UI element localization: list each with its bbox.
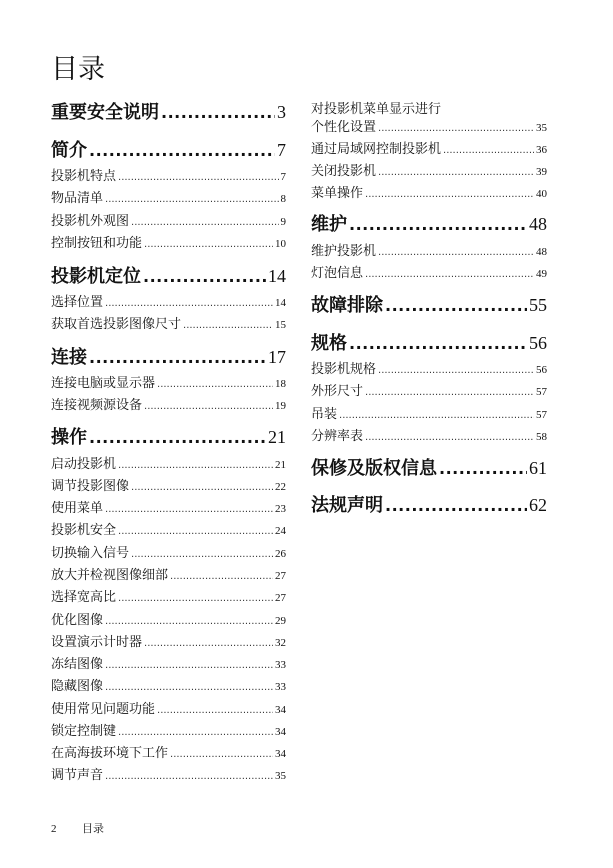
toc-entry-title: 使用菜单 <box>51 501 104 516</box>
dot-leader <box>105 616 273 627</box>
toc-entry[interactable] <box>311 182 547 201</box>
toc-entry-page: 8 <box>280 193 286 205</box>
dot-leader <box>118 460 273 471</box>
toc-entry-title: 法规声明 <box>311 495 383 516</box>
dot-leader <box>118 593 273 604</box>
dot-leader <box>365 189 534 200</box>
page-title: 目录 <box>51 54 105 85</box>
dot-leader <box>365 432 534 443</box>
toc-entry[interactable] <box>51 542 286 561</box>
toc-entry-title: 简介 <box>51 140 87 161</box>
toc-entry-title: 维护投影机 <box>311 244 377 259</box>
dot-leader <box>183 320 273 331</box>
toc-entry-title: 个性化设置 <box>311 120 377 135</box>
dot-leader <box>143 267 266 286</box>
toc-entry-page: 39 <box>536 166 547 178</box>
toc-entry[interactable] <box>51 675 286 694</box>
toc-entry-title: 维护 <box>311 214 347 235</box>
dot-leader <box>131 549 273 560</box>
toc-entry-page: 34 <box>275 726 286 738</box>
toc-entry-title: 规格 <box>311 333 347 354</box>
toc-entry-page: 33 <box>275 681 286 693</box>
toc-section-heading[interactable] <box>311 454 547 480</box>
toc-entry-title: 分辨率表 <box>311 429 364 444</box>
toc-entry-title: 连接 <box>51 347 87 368</box>
dot-leader <box>170 571 273 582</box>
toc-entry[interactable] <box>311 358 547 377</box>
toc-entry-page: 10 <box>275 238 286 250</box>
toc-entry[interactable] <box>51 720 286 739</box>
toc-entry-page: 56 <box>529 333 547 353</box>
dot-leader <box>378 365 534 376</box>
toc-section-heading[interactable] <box>311 291 547 317</box>
toc-entry[interactable] <box>51 609 286 628</box>
toc-entry-title: 设置演示计时器 <box>51 635 143 650</box>
toc-section-heading[interactable] <box>51 423 286 449</box>
toc-entry-title: 选择宽高比 <box>51 590 117 605</box>
toc-entry-title: 启动投影机 <box>51 457 117 472</box>
toc-entry-page: 58 <box>536 431 547 443</box>
toc-entry[interactable] <box>51 564 286 583</box>
toc-entry[interactable] <box>51 187 286 206</box>
toc-entry-page: 18 <box>275 378 286 390</box>
dot-leader <box>170 749 273 760</box>
toc-entry-page: 17 <box>268 347 286 367</box>
dot-leader <box>89 428 266 447</box>
toc-entry[interactable] <box>51 586 286 605</box>
toc-entry-title: 隐藏图像 <box>51 679 104 694</box>
toc-entry[interactable] <box>51 210 286 229</box>
dot-leader <box>89 348 266 367</box>
toc-entry-page: 7 <box>277 140 286 160</box>
toc-section-heading[interactable] <box>311 329 547 355</box>
toc-entry-title: 调节声音 <box>51 768 104 783</box>
toc-entry-page: 35 <box>275 770 286 782</box>
toc-entry-page: 29 <box>275 615 286 627</box>
toc-entry-title: 选择位置 <box>51 295 104 310</box>
dot-leader <box>131 217 278 228</box>
toc-entry-title: 获取首选投影图像尺寸 <box>51 317 182 332</box>
toc-entry-title: 投影机规格 <box>311 362 377 377</box>
dot-leader <box>105 771 273 782</box>
toc-entry-title: 控制按钮和功能 <box>51 236 143 251</box>
toc-entry[interactable] <box>311 160 547 179</box>
toc-entry[interactable] <box>51 519 286 538</box>
toc-entry[interactable] <box>51 631 286 650</box>
toc-entry-title: 锁定控制键 <box>51 724 117 739</box>
toc-entry-page: 57 <box>536 409 547 421</box>
toc-entry-title: 优化图像 <box>51 613 104 628</box>
dot-leader <box>118 172 278 183</box>
toc-entry-title: 调节投影图像 <box>51 479 130 494</box>
toc-entry[interactable] <box>51 742 286 761</box>
toc-entry-title: 重要安全说明 <box>51 102 159 123</box>
toc-entry-page: 7 <box>280 171 286 183</box>
toc-entry-title: 菜单操作 <box>311 186 364 201</box>
toc-entry-page: 40 <box>536 188 547 200</box>
toc-entry-page: 14 <box>275 297 286 309</box>
toc-entry-page: 26 <box>275 548 286 560</box>
toc-entry[interactable] <box>311 240 547 259</box>
toc-entry-title: 连接视频源设备 <box>51 398 143 413</box>
dot-leader <box>349 334 527 353</box>
dot-leader <box>118 727 273 738</box>
dot-leader <box>105 682 273 693</box>
toc-entry[interactable] <box>51 764 286 783</box>
toc-entry-page: 23 <box>275 503 286 515</box>
toc-entry-page: 22 <box>275 481 286 493</box>
toc-entry-page: 3 <box>277 102 286 122</box>
toc-entry-title: 冻结图像 <box>51 657 104 672</box>
toc-entry-page: 34 <box>275 748 286 760</box>
dot-leader <box>131 482 273 493</box>
toc-entry[interactable] <box>311 403 547 422</box>
toc-entry[interactable] <box>51 653 286 672</box>
dot-leader <box>89 141 275 160</box>
toc-entry[interactable] <box>51 372 286 391</box>
dot-leader <box>118 526 273 537</box>
toc-entry-title: 灯泡信息 <box>311 266 364 281</box>
toc-section-heading[interactable] <box>51 98 286 124</box>
dot-leader <box>378 123 534 134</box>
toc-entry-page: 27 <box>275 570 286 582</box>
footer-page-number: 2 <box>51 823 57 835</box>
toc-entry-page: 36 <box>536 144 547 156</box>
toc-entry-page: 24 <box>275 525 286 537</box>
footer-label: 目录 <box>82 822 104 835</box>
toc-entry[interactable] <box>51 475 286 494</box>
toc-entry-title: 关闭投影机 <box>311 164 377 179</box>
toc-entry[interactable] <box>51 497 286 516</box>
toc-entry[interactable] <box>311 380 547 399</box>
dot-leader <box>365 387 534 398</box>
toc-entry[interactable] <box>51 698 286 717</box>
toc-entry-page: 57 <box>536 386 547 398</box>
toc-entry-title: 故障排除 <box>311 295 383 316</box>
toc-entry-page: 55 <box>529 295 547 315</box>
toc-entry-page: 62 <box>529 495 547 515</box>
toc-entry-page: 56 <box>536 364 547 376</box>
dot-leader <box>378 247 534 258</box>
toc-entry-title-line1: 对投影机菜单显示进行 <box>311 102 442 117</box>
toc-entry-title: 在高海拔环境下工作 <box>51 746 169 761</box>
dot-leader <box>144 401 273 412</box>
toc-entry-page: 49 <box>536 268 547 280</box>
toc-entry[interactable] <box>51 232 286 251</box>
dot-leader <box>157 705 273 716</box>
toc-entry[interactable] <box>311 262 547 281</box>
toc-section-heading[interactable] <box>51 136 286 162</box>
toc-entry-title: 物品清单 <box>51 191 104 206</box>
toc-entry-title: 投影机定位 <box>51 266 141 287</box>
toc-entry-title: 吊装 <box>311 407 338 422</box>
toc-entry-page: 15 <box>275 319 286 331</box>
toc-entry-page: 9 <box>280 216 286 228</box>
dot-leader <box>161 103 275 122</box>
toc-entry-title: 投影机外观图 <box>51 214 130 229</box>
toc-entry-title: 切换输入信号 <box>51 546 130 561</box>
dot-leader <box>105 660 273 671</box>
dot-leader <box>349 215 527 234</box>
toc-entry-page: 48 <box>536 246 547 258</box>
toc-entry-title: 保修及版权信息 <box>311 458 437 479</box>
toc-entry-page: 32 <box>275 637 286 649</box>
dot-leader <box>378 167 534 178</box>
toc-entry-title: 外形尺寸 <box>311 384 364 399</box>
toc-entry[interactable] <box>51 394 286 413</box>
toc-entry[interactable] <box>51 313 286 332</box>
page-footer <box>51 820 104 836</box>
toc-entry-title: 连接电脑或显示器 <box>51 376 156 391</box>
toc-entry-page: 21 <box>275 459 286 471</box>
dot-leader <box>439 459 527 478</box>
toc-entry-page: 48 <box>529 214 547 234</box>
toc-entry-page: 27 <box>275 592 286 604</box>
toc-entry[interactable] <box>311 138 547 157</box>
toc-entry-title: 使用常见问题功能 <box>51 702 156 717</box>
toc-entry-page: 33 <box>275 659 286 671</box>
dot-leader <box>144 239 273 250</box>
toc-entry-title: 通过局域网控制投影机 <box>311 142 442 157</box>
dot-leader <box>385 496 527 515</box>
dot-leader <box>443 145 534 156</box>
toc-entry-page: 21 <box>268 427 286 447</box>
toc-section-heading[interactable] <box>311 210 547 236</box>
dot-leader <box>339 410 534 421</box>
toc-entry[interactable] <box>51 453 286 472</box>
toc-entry-title: 投影机安全 <box>51 523 117 538</box>
dot-leader <box>105 504 273 515</box>
dot-leader <box>157 379 273 390</box>
dot-leader <box>385 296 527 315</box>
toc-entry[interactable] <box>311 425 547 444</box>
toc-entry-page: 35 <box>536 122 547 134</box>
toc-entry[interactable] <box>51 291 286 310</box>
toc-section-heading[interactable] <box>311 491 547 517</box>
toc-entry-page: 34 <box>275 704 286 716</box>
toc-entry-page: 19 <box>275 400 286 412</box>
toc-entry[interactable] <box>311 116 547 135</box>
toc-entry-title: 投影机特点 <box>51 169 117 184</box>
dot-leader <box>365 269 534 280</box>
toc-entry[interactable] <box>51 165 286 184</box>
dot-leader <box>105 194 278 205</box>
toc-entry-title: 放大并检视图像细部 <box>51 568 169 583</box>
toc-entry-page: 61 <box>529 458 547 478</box>
dot-leader <box>144 638 273 649</box>
toc-section-heading[interactable] <box>51 343 286 369</box>
toc-entry-title: 操作 <box>51 427 87 448</box>
dot-leader <box>105 298 273 309</box>
toc-entry-page: 14 <box>268 266 286 286</box>
toc-section-heading[interactable] <box>51 262 286 288</box>
